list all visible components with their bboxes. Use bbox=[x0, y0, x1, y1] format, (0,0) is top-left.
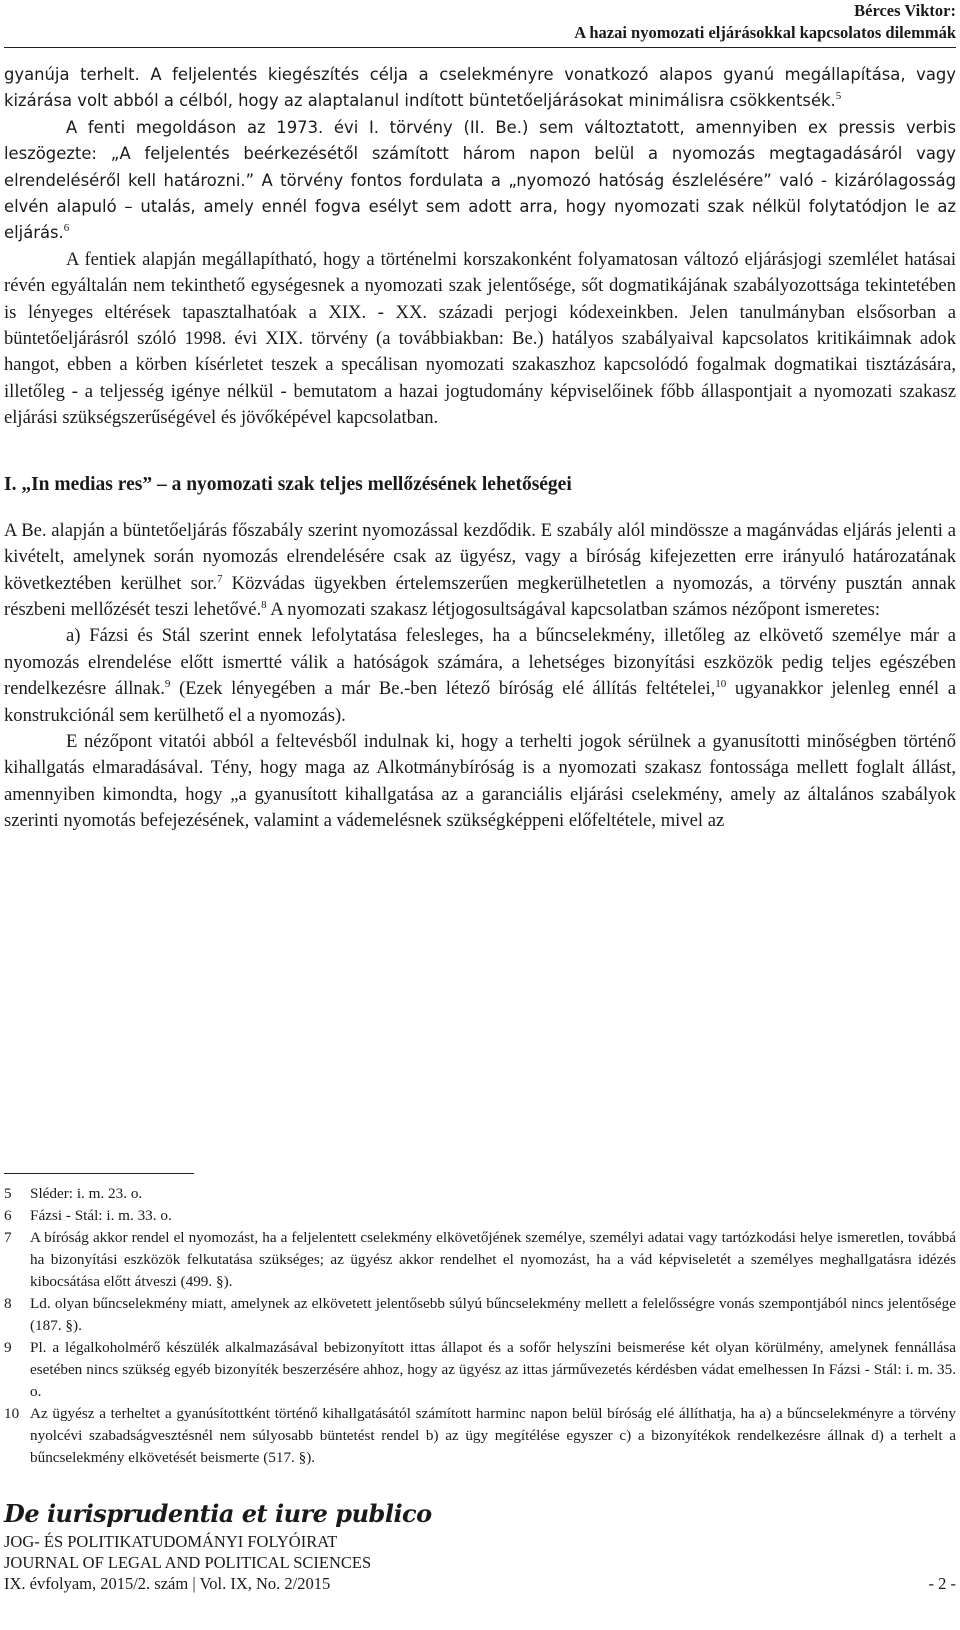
paragraph-text: Közvádas ügyekben értelemszerűen megkerülhetetlen a nyomozás, a törvény pusztán annak részbeni mellőzését teszi lehetővé. bbox=[4, 572, 956, 620]
page-number: - 2 - bbox=[928, 1574, 956, 1593]
issue-info: IX. évfolyam, 2015/2. szám | Vol. IX, No. 2/2015 bbox=[4, 1574, 331, 1593]
paragraph-text: gyanúja terhelt. A feljelentés kiegészítés célja a cselekményre vonatkozó alapos gyanú megállapítása, vagy kizárása volt abból a célból, hogy az alaptalanul indított büntetőeljárásokat minimálisra csökkentsék. bbox=[4, 65, 956, 111]
main-text bbox=[4, 62, 956, 835]
paragraph-text: (Ezek lényegében a már Be.-ben létező bíróság elé állítás feltételei, bbox=[170, 678, 716, 700]
paragraph-text: A fenti megoldáson az 1973. évi I. törvény (II. Be.) sem változtatott, amennyiben ex pressis verbis leszögezte: „A feljelentés beérkezésétől számított három napon belül a nyomozás megtagadásáról vagy elrendeléséről kell határozni.” A törvény fontos fordulata a „nyomozó hatóság észlelésére” való - kizárólagosság elvén alapuló – utalás, amely ennél fogva esélyt sem adott arra, hogy nyomozati szak nélkül folytatódjon le az eljárás. bbox=[4, 117, 956, 243]
footnote bbox=[4, 1293, 956, 1337]
paragraph-text: ugyanakkor jelenleg ennél a konstrukciónál sem kerülhető el a nyomozás). bbox=[4, 678, 956, 726]
footnote bbox=[4, 1403, 956, 1469]
footnote-text: Pl. a légalkoholmérő készülék alkalmazásával bebizonyított ittas állapot és a sofőr helyszíni beismerése két olyan körülmény, amelynek fennállása esetében nincs szükség egyéb bizonyíték beszerzésére ahhoz, hogy az ügyész az ittas járművezetés kérdésben vádat emelhessen In Fázsi - Stál: i. m. 35. o. bbox=[30, 1339, 956, 1400]
paragraph-text: A Be. alapján a büntetőeljárás főszabály szerint nyomozással kezdődik. E szabály alól mindössze a magánvádas eljárás jelenti a kivételt, amelynek során nyomozás elrendelésére csak az ügyész, vagy a bíróság kifejezetten erre irányuló határozatának következtében kerülhet sor. bbox=[4, 519, 956, 594]
footnote-number: 7 bbox=[4, 1229, 12, 1246]
journal-subtitle-hu: JOG- ÉS POLITIKATUDOMÁNYI FOLYÓIRAT bbox=[4, 1532, 338, 1551]
footnote-divider bbox=[4, 1173, 194, 1174]
footnote-ref[interactable]: 6 bbox=[63, 222, 70, 235]
header-divider bbox=[4, 47, 956, 48]
footnote-ref[interactable]: 8 bbox=[261, 598, 267, 611]
footnote-ref[interactable]: 9 bbox=[164, 677, 171, 690]
footnote-number: 6 bbox=[4, 1207, 12, 1224]
footer-issue-row bbox=[4, 1573, 956, 1594]
paragraph: E nézőpont vitatói abból a feltevésből indulnak ki, hogy a terhelti jogok sérülnek a gyanusítotti minőségben történő kihallgatás elmaradásával. Tény, hogy maga az Alkotmánybíróság is a nyomozati szakasz fontossága mellett foglalt állást, amennyiben kimondta, hogy „a gyanusított kihallgatása az a garanciális eljárási cselekmény, amely az általános szabályok szerinti nyomotás befejezésének, valamint a vádemelésnek szükségképpeni előfeltétele, mivel az bbox=[4, 730, 956, 832]
footnote-ref[interactable]: 10 bbox=[715, 677, 727, 690]
paragraph-text: A nyomozati szakasz létjogosultságával kapcsolatban számos nézőpont ismeretes: bbox=[266, 598, 881, 620]
journal-subtitle-en: JOURNAL OF LEGAL AND POLITICAL SCIENCES bbox=[4, 1553, 372, 1572]
section-heading: I. „In medias res” – a nyomozati szak teljes mellőzésének lehetőségei bbox=[4, 473, 572, 495]
header-author: Bérces Viktor: bbox=[854, 1, 956, 20]
footnote bbox=[4, 1337, 956, 1403]
paragraph: A fentiek alapján megállapítható, hogy a történelmi korszakonként folyamatosan változó eljárásjogi szemlélet hatásai révén egyáltalán nem tekinthető egységesnek a nyomozati szak jelentősége, sőt dogmatikájának szabályozottsága tekintetében is lényeges eltérések tapasztalhatóak a XIX. - XX. századi perjogi kódexeinkben. Jelen tanulmányban elsősorban a büntetőeljárásról szóló 1998. évi XIX. törvény (a továbbiakban: Be.) hatályos szabályaival kapcsolatos kritikáimnak adok hangot, ebben a körben kísérletet teszek a specálisan nyomozati szakaszhoz kapcsolódó fogalmak dogmatikai tisztázására, illetőleg - a teljesség igénye nélkül - bemutatom a hazai jogtudomány képviselőinek főbb állaspontjait a nyomozati szakasz eljárási szükségszerűségével és jövőképével kapcsolatban. bbox=[4, 248, 956, 429]
paragraph bbox=[4, 623, 956, 729]
footnote-text: A bíróság akkor rendel el nyomozást, ha a feljelentett cselekmény elkövetőjének személye, személyi adatai vagy tartózkodási helye ismeretlen, továbbá ha bizonyítási eszközök felkutatása szükséges; az ügyész akkor rendelhet el nyomozást, ha a vád képviseletét a személyes meghallgatásra idézés kibocsátása előtt átveszi (499. §). bbox=[30, 1229, 956, 1290]
journal-footer bbox=[4, 1497, 956, 1594]
footnote-number: 5 bbox=[4, 1185, 12, 1202]
paragraph bbox=[4, 518, 956, 624]
footnotes bbox=[4, 1183, 956, 1469]
running-header bbox=[574, 0, 956, 44]
paragraph bbox=[4, 62, 956, 115]
footnote bbox=[4, 1227, 956, 1293]
footnote-number: 8 bbox=[4, 1295, 12, 1312]
footnote bbox=[4, 1205, 956, 1227]
paragraph bbox=[4, 115, 956, 247]
footnote-text: Sléder: i. m. 23. o. bbox=[30, 1185, 143, 1202]
footnote-number: 10 bbox=[4, 1405, 20, 1422]
footnote-ref[interactable]: 7 bbox=[217, 572, 223, 585]
journal-logo-text: De iurisprudentia et iure publico bbox=[4, 1499, 432, 1528]
footnote-text: Ld. olyan bűncselekmény miatt, amelynek az elkövetett jelentősebb súlyú bűncselekmény mellett a felelősségre vonás szempontjából nincs jelentősége (187. §). bbox=[30, 1295, 956, 1334]
footnote-text: Az ügyész a terheltet a gyanúsítottként történő kihallgatásától számított harminc napon belül bíróság elé állíthatja, ha a) a bűncselekményre a törvény nyolcévi szabadságvesztésnél nem súlyosabb büntetést rendel b) az ügy megítélése egyszer c) a bizonyítékok rendelkezésre állnak d) a terhelt a bűncselekmény elkövetését beismerte (517. §). bbox=[30, 1405, 956, 1466]
footnote-number: 9 bbox=[4, 1339, 12, 1356]
footnote bbox=[4, 1183, 956, 1205]
header-title: A hazai nyomozati eljárásokkal kapcsolatos dilemmák bbox=[574, 23, 956, 42]
paragraph-text: a) Fázsi és Stál szerint ennek lefolytatása felesleges, ha a bűncselekmény, illetőleg az elkövető személye már a nyomozás elrendelése előtt ismertté válik a hatóságok számára, a lehetséges bizonyítási eszközök pedig teljes egészében rendelkezésre állnak. bbox=[4, 625, 956, 700]
footnote-text: Fázsi - Stál: i. m. 33. o. bbox=[30, 1207, 172, 1224]
footnote-ref[interactable]: 5 bbox=[835, 90, 842, 103]
